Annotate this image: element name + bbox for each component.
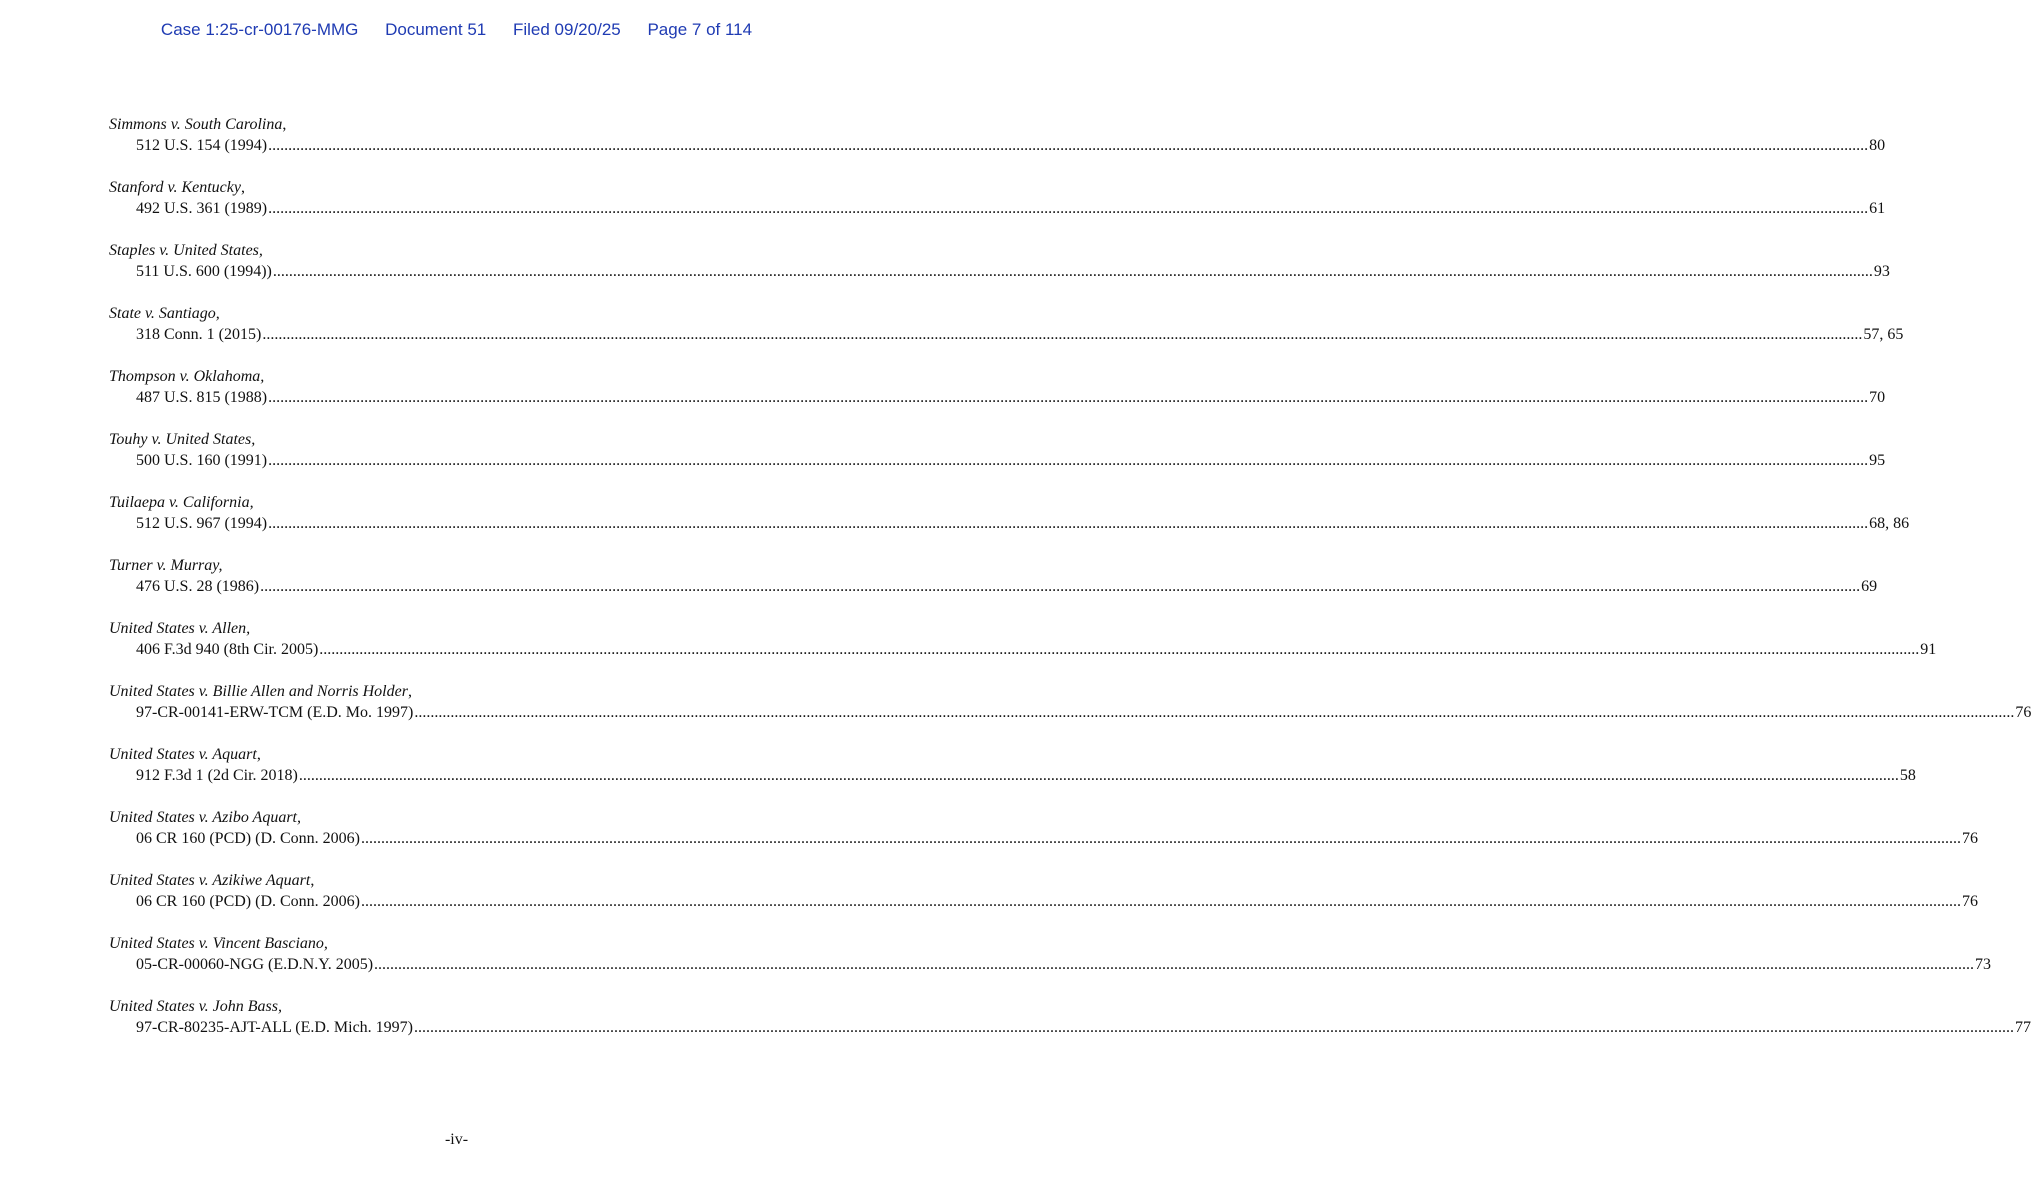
page-count: Page 7 of 114 bbox=[647, 20, 753, 39]
page-reference: 68, 86 bbox=[1869, 515, 1910, 532]
citation: 406 F.3d 940 (8th Cir. 2005) bbox=[136, 641, 319, 658]
page-number: -iv- bbox=[444, 1131, 469, 1148]
authority-entry bbox=[109, 240, 1890, 303]
dot-leader: ................................................................................................................................................................................................................................................................................................................................................................................................................ bbox=[272, 263, 1873, 280]
case-name bbox=[109, 177, 821, 198]
case-name bbox=[109, 744, 821, 765]
filing-header bbox=[0, 20, 913, 40]
dot-leader: ................................................................................................................................................................................................................................................................................................................................................................................................................ bbox=[319, 641, 1920, 658]
citation-line bbox=[136, 1017, 2031, 1038]
authority-entry bbox=[109, 618, 1937, 681]
page-reference: 80 bbox=[1869, 137, 1886, 154]
citation: 512 U.S. 154 (1994) bbox=[136, 137, 268, 154]
dot-leader: ................................................................................................................................................................................................................................................................................................................................................................................................................ bbox=[268, 389, 1869, 406]
case-name-suffix: , bbox=[256, 746, 261, 763]
case-name-text: Tuilaepa v. California, bbox=[109, 494, 254, 511]
citation-line bbox=[136, 576, 1878, 597]
authority-entry bbox=[109, 492, 1910, 555]
citation-line bbox=[136, 261, 1890, 282]
case-name bbox=[109, 555, 821, 576]
dot-leader: ................................................................................................................................................................................................................................................................................................................................................................................................................ bbox=[298, 767, 1899, 784]
case-name bbox=[109, 303, 821, 324]
authority-entry bbox=[109, 114, 1886, 177]
page-reference: 77 bbox=[2015, 1019, 2031, 1036]
case-name bbox=[109, 240, 821, 261]
authority-entry bbox=[109, 177, 1886, 240]
citation-line bbox=[136, 828, 1979, 849]
filed-date: Filed 09/20/25 bbox=[512, 20, 621, 39]
case-name bbox=[109, 366, 821, 387]
citation: 97-CR-00141-ERW-TCM (E.D. Mo. 1997) bbox=[136, 704, 414, 721]
dot-leader: ................................................................................................................................................................................................................................................................................................................................................................................................................ bbox=[361, 893, 1962, 910]
page-reference: 73 bbox=[1975, 956, 1992, 973]
case-number: Case 1:25-cr-00176-MMG bbox=[160, 20, 359, 39]
citation-line bbox=[136, 639, 1937, 660]
authority-entry bbox=[109, 870, 1979, 933]
case-name-text: United States v. Azikiwe Aquart bbox=[109, 872, 311, 889]
case-name-text: Staples v. United States, bbox=[109, 242, 263, 259]
citation-line bbox=[136, 135, 1886, 156]
authority-entry bbox=[109, 555, 1878, 618]
citation: 05-CR-00060-NGG (E.D.N.Y. 2005) bbox=[136, 956, 374, 973]
dot-leader: ................................................................................................................................................................................................................................................................................................................................................................................................................ bbox=[361, 830, 1962, 847]
citation: 500 U.S. 160 (1991) bbox=[136, 452, 268, 469]
citation: 487 U.S. 815 (1988) bbox=[136, 389, 268, 406]
page-reference: 61 bbox=[1869, 200, 1886, 217]
citation: 318 Conn. 1 (2015) bbox=[136, 326, 262, 343]
authority-entry bbox=[109, 996, 2031, 1059]
authority-entry bbox=[109, 429, 1886, 492]
case-name-suffix: , bbox=[282, 116, 287, 133]
authority-entry bbox=[109, 807, 1979, 870]
case-name bbox=[109, 429, 821, 450]
citation-line bbox=[136, 513, 1910, 534]
dot-leader: ................................................................................................................................................................................................................................................................................................................................................................................................................ bbox=[268, 137, 1869, 154]
case-name-text: United States v. Aquart bbox=[109, 746, 257, 763]
citation-line bbox=[136, 765, 1916, 786]
case-name bbox=[109, 933, 821, 954]
case-name bbox=[109, 996, 821, 1017]
page-reference: 93 bbox=[1873, 263, 1890, 280]
page-reference: 76 bbox=[2015, 704, 2031, 721]
case-name-text: Simmons v. South Carolina bbox=[109, 116, 283, 133]
page-reference: 91 bbox=[1920, 641, 1937, 658]
case-name bbox=[109, 870, 821, 891]
authority-entry bbox=[109, 744, 1916, 807]
page-reference: 76 bbox=[1962, 830, 1979, 847]
citation: 912 F.3d 1 (2d Cir. 2018) bbox=[136, 767, 298, 784]
dot-leader: ................................................................................................................................................................................................................................................................................................................................................................................................................ bbox=[374, 956, 1975, 973]
citation-line bbox=[136, 198, 1886, 219]
citation-line bbox=[136, 702, 2031, 723]
citation: 97-CR-80235-AJT-ALL (E.D. Mich. 1997) bbox=[136, 1019, 414, 1036]
case-name-suffix: , bbox=[240, 179, 245, 196]
case-name-text: United States v. Vincent Basciano, bbox=[109, 935, 328, 952]
citation: 06 CR 160 (PCD) (D. Conn. 2006) bbox=[136, 830, 361, 847]
dot-leader: ................................................................................................................................................................................................................................................................................................................................................................................................................ bbox=[268, 200, 1869, 217]
dot-leader: ................................................................................................................................................................................................................................................................................................................................................................................................................ bbox=[262, 326, 1863, 343]
authority-entry bbox=[109, 681, 2031, 744]
case-name-suffix: , bbox=[310, 872, 315, 889]
document-number: Document 51 bbox=[385, 20, 487, 39]
case-name-text: United States v. Billie Allen and Norris Holder bbox=[109, 683, 408, 700]
dot-leader: ................................................................................................................................................................................................................................................................................................................................................................................................................ bbox=[414, 1019, 2015, 1036]
case-name-text: Turner v. Murray, bbox=[109, 557, 223, 574]
citation: 06 CR 160 (PCD) (D. Conn. 2006) bbox=[136, 893, 361, 910]
page-reference: 70 bbox=[1869, 389, 1886, 406]
page-reference: 58 bbox=[1899, 767, 1916, 784]
page-reference: 95 bbox=[1869, 452, 1886, 469]
dot-leader: ................................................................................................................................................................................................................................................................................................................................................................................................................ bbox=[268, 452, 1869, 469]
citation: 512 U.S. 967 (1994) bbox=[136, 515, 268, 532]
dot-leader: ................................................................................................................................................................................................................................................................................................................................................................................................................ bbox=[268, 515, 1869, 532]
citation: 476 U.S. 28 (1986) bbox=[136, 578, 260, 595]
authority-entry bbox=[109, 366, 1886, 429]
case-name-text: United States v. John Bass, bbox=[109, 998, 283, 1015]
citation-line bbox=[136, 891, 1979, 912]
case-name-text: Thompson v. Oklahoma, bbox=[109, 368, 265, 385]
citation-line bbox=[136, 450, 1886, 471]
case-name-text: State v. Santiago, bbox=[109, 305, 220, 322]
case-name-text: United States v. Allen, bbox=[109, 620, 251, 637]
case-name-text: Touhy v. United States, bbox=[109, 431, 256, 448]
case-name-text: United States v. Azibo Aquart, bbox=[109, 809, 301, 826]
citation-line bbox=[136, 387, 1886, 408]
page-reference: 57, 65 bbox=[1863, 326, 1904, 343]
page-reference: 76 bbox=[1962, 893, 1979, 910]
citation: 492 U.S. 361 (1989) bbox=[136, 200, 268, 217]
authority-entry bbox=[109, 933, 1992, 996]
dot-leader: ................................................................................................................................................................................................................................................................................................................................................................................................................ bbox=[260, 578, 1861, 595]
case-name bbox=[109, 618, 821, 639]
page-reference: 69 bbox=[1861, 578, 1878, 595]
case-name-suffix: , bbox=[407, 683, 412, 700]
citation-line bbox=[136, 324, 1904, 345]
case-name bbox=[109, 114, 821, 135]
citation: 511 U.S. 600 (1994)) bbox=[136, 263, 272, 280]
case-name bbox=[109, 492, 821, 513]
case-name-text: Stanford v. Kentucky bbox=[109, 179, 241, 196]
citation-line bbox=[136, 954, 1992, 975]
case-name bbox=[109, 681, 821, 702]
table-of-authorities bbox=[109, 114, 2031, 1059]
case-name bbox=[109, 807, 821, 828]
authority-entry bbox=[109, 303, 1904, 366]
dot-leader: ................................................................................................................................................................................................................................................................................................................................................................................................................ bbox=[414, 704, 2015, 721]
